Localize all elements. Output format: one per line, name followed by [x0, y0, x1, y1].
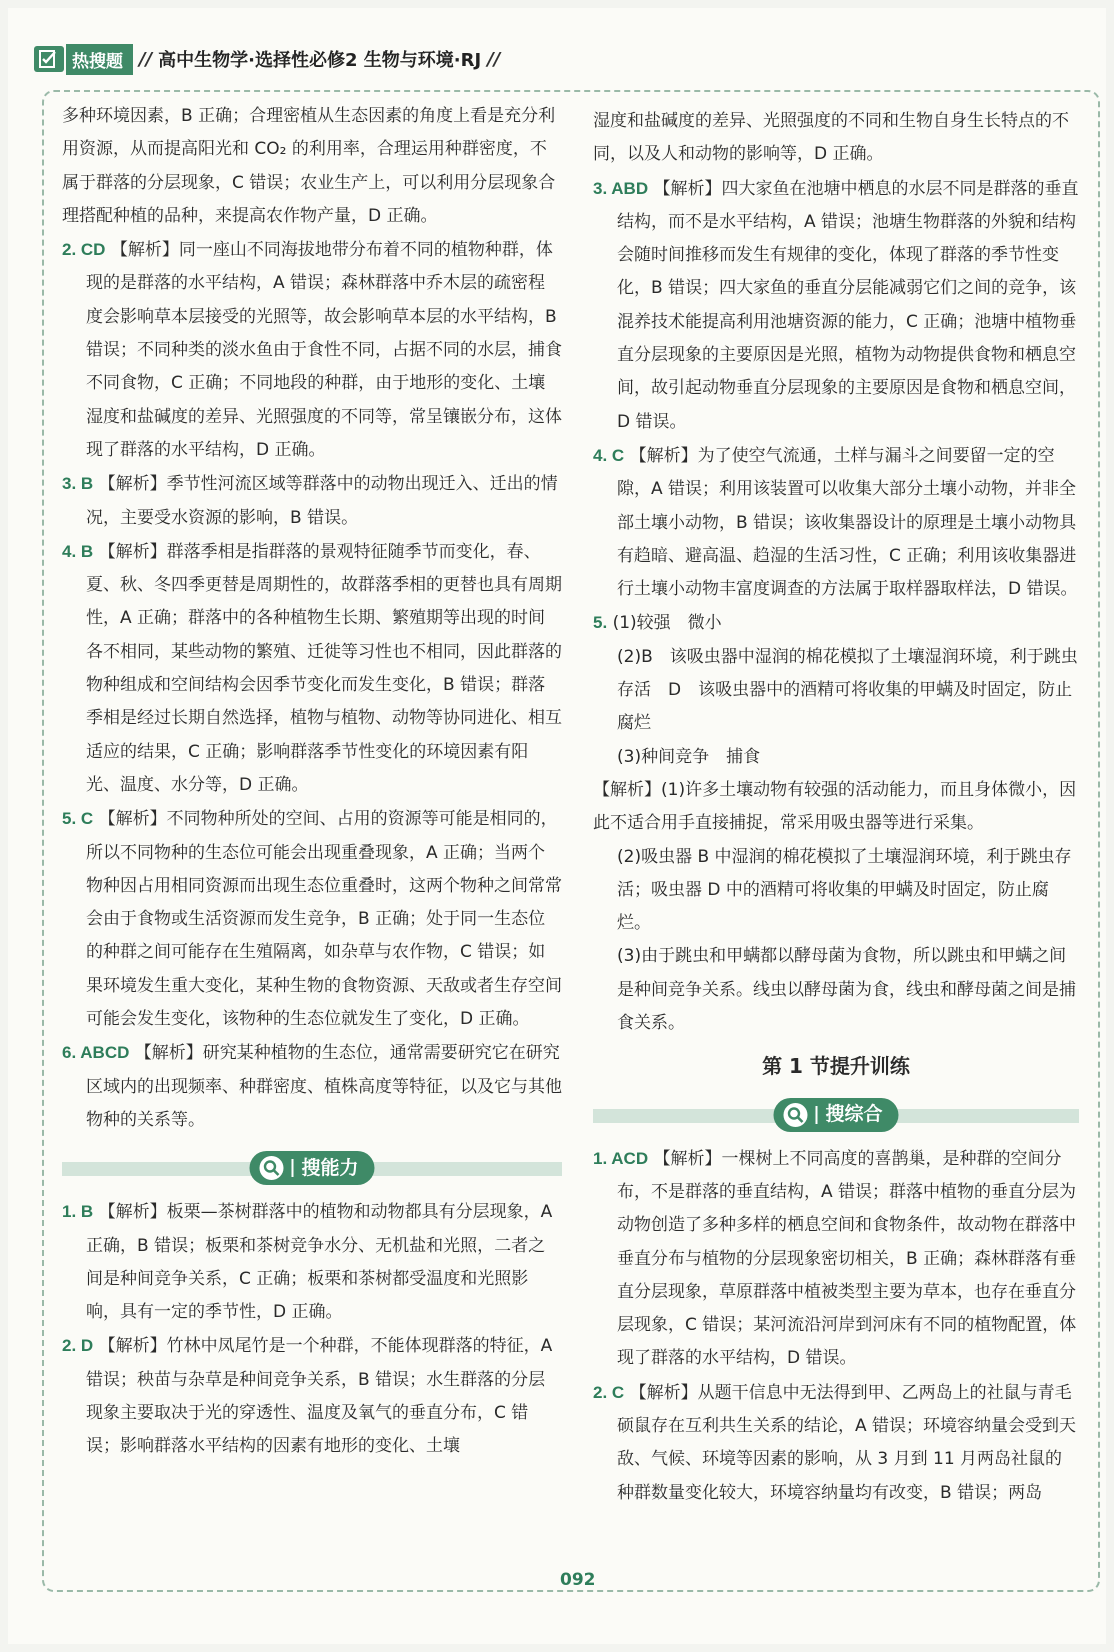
answer-paragraph: 多种环境因素，B 正确；合理密植从生态因素的角度上看是充分利用资源，从而提高阳光和 CO₂ 的利用率，合理运用种群密度，不属于群落的分层现象，C 错误；农业生产上，可以利用分层现象合理搭配种植的品种，来提高农作物产量，D 正确。 [62, 106, 556, 226]
answer-paragraph: 湿度和盐碱度的差异、光照强度的不同和生物自身生长特点的不同，以及人和动物的影响等，D 正确。 [593, 111, 1069, 165]
checklist-icon [34, 46, 64, 72]
answer-item: 1. B 【解析】板栗—茶树群落中的植物和动物都具有分层现象，A 正确，B 错误；板栗和茶树竞争水分、无机盐和光照，二者之间是种间竞争关系，C 正确；板栗和茶树都受温度和光照影响，具有一定的季节性，D 正确。 [62, 1202, 553, 1323]
answer-subitem: (3)种间竞争 捕食 [617, 746, 761, 767]
answer-item: 2. C 【解析】从题干信息中无法得到甲、乙两岛上的社鼠与青毛硕鼠存在互利共生关系的结论，A 错误；环境容纳量会受到天敌、气候、环境等因素的影响，从 3 月到 11 月两岛社鼠的种群数量变化较大，环境容纳量均有改变，B 错误；两岛 [593, 1382, 1077, 1503]
answer-item: 1. ACD 【解析】一棵树上不同高度的喜鹊巢，是种群的空间分布，不是群落的垂直结构，A 错误；群落中植物的垂直分层为动物创造了多种多样的栖息空间和食物条件，故动物在群落中垂直分布与植物的分层现象密切相关，B 正确；森林群落有垂直分层现象，草原群落中植被类型主要为草本，也存在垂直分层现象，C 错误；某河流沿河岸到河床有不同的植物配置，体现了群落的水平结构，D 错误。 [593, 1148, 1077, 1369]
search-icon [783, 1103, 807, 1127]
section-label: 搜综合 [825, 1102, 883, 1125]
right-column [593, 105, 1079, 1510]
answer-item: 4. B 【解析】群落季相是指群落的景观特征随季节而变化，春、夏、秋、冬四季更替是周期性的，故群落季相的更替也具有周期性，A 正确；群落中的各种植物生长期、繁殖期等出现的时间各不相同，某些动物的繁殖、迁徙等习性也不相同，因此群落的物种组成和空间结构会因季节变化而发生变化，B 错误；群落季相是经过长期自然选择，植物与植物、动物等协同进化、相互适应的结果，C 正确；影响群落季节性变化的环境因素有阳光、温度、水分等，D 正确。 [62, 541, 562, 795]
header-separator-end: // [487, 48, 501, 70]
section-label: 搜能力 [301, 1156, 359, 1179]
answer-item: 3. ABD 【解析】四大家鱼在池塘中栖息的水层不同是群落的垂直结构，而不是水平结构，A 错误；池塘生物群落的外貌和结构会随时间推移而发生有规律的变化，体现了群落的季节性变化，B 错误；四大家鱼的垂直分层能减弱它们之间的竞争，该混养技术能提高利用池塘资源的能力，C 正确；池塘中植物垂直分层现象的主要原因是光照，植物为动物提供食物和栖息空间，故引起动物垂直分层现象的主要原因是食物和栖息空间，D 错误。 [593, 178, 1079, 432]
answer-subitem: (2)B 该吸虫器中湿润的棉花模拟了土壤湿润环境，利于跳虫存活 D 该吸虫器中的酒精可将收集的甲螨及时固定，防止腐烂 [617, 646, 1078, 734]
page-header [34, 44, 506, 74]
answer-item: 2. CD 【解析】同一座山不同海拔地带分布着不同的植物种群，体现的是群落的水平结构，A 错误；森林群落中乔木层的疏密程度会影响草本层接受的光照等，故会影响草本层的水平结构，B 错误；不同种类的淡水鱼由于食性不同，占据不同的水层，捕食不同食物，C 正确；不同地段的种群，由于地形的变化、土壤湿度和盐碱度的差异、光照强度的不同等，常呈镶嵌分布，这体现了群落的水平结构，D 正确。 [62, 240, 562, 460]
page-number: 092 [560, 1570, 596, 1590]
header-tag: 热搜题 [66, 44, 133, 75]
header-title: 高中生物学·选择性必修2 生物与环境·RJ [158, 50, 482, 71]
answer-item: 6. ABCD 【解析】研究某种植物的生态位，通常需要研究它在研究区域内的出现频率、种群密度、植株高度等特征，以及它与其他物种的关系等。 [62, 1043, 562, 1130]
answer-item: 2. D 【解析】竹林中凤尾竹是一个种群，不能体现群落的特征，A 错误；秧苗与杂草是种间竞争关系，B 错误；水生群落的分层现象主要取决于光的穿透性、温度及氧气的垂直分布，C 错误；影响群落水平结构的因素有地形的变化、土壤 [62, 1336, 553, 1457]
answer-item: 5. C 【解析】不同物种所处的空间、占用的资源等可能是相同的，所以不同物种的生态位可能会出现重叠现象，A 正确；当两个物种因占用相同资源而出现生态位重叠时，这两个物种之间常常会由于食物或生活资源而发生竞争，B 正确；处于同一生态位的种群之间可能存在生殖隔离，如杂草与农作物，C 错误；如果环境发生重大变化，某种生物的食物资源、天敌或者生存空间可能会发生变化，该物种的生态位就发生了变化，D 正确。 [62, 809, 562, 1030]
section-title: 第 1 节提升训练 [762, 1054, 910, 1079]
answer-item: 3. B 【解析】季节性河流区域等群落中的动物出现迁入、迁出的情况，主要受水资源的影响，B 错误。 [62, 474, 558, 528]
analysis-paragraph: (2)吸虫器 B 中湿润的棉花模拟了土壤湿润环境，利于跳虫存活；吸虫器 D 中的酒精可将收集的甲螨及时固定，防止腐烂。 [617, 846, 1072, 934]
header-separator: // [139, 48, 153, 70]
section-banner-ability [62, 1151, 562, 1185]
answer-item: 4. C 【解析】为了使空气流通，土样与漏斗之间要留一定的空隙，A 错误；利用该装置可以收集大部分土壤小动物，并非全部土壤小动物，B 错误；该收集器设计的原理是土壤小动物具有趋暗、避高温、趋湿的生活习性，C 正确；利用该收集器进行土壤小动物丰富度调查的方法属于取样器取样法，D 错误。 [593, 445, 1078, 600]
analysis-paragraph: 【解析】(1)许多土壤动物有较强的活动能力，而且身体微小，因此不适合用手直接捕捉，常采用吸虫器等进行采集。 [593, 779, 1077, 834]
section-banner-combined [593, 1098, 1079, 1132]
analysis-paragraph: (3)由于跳虫和甲螨都以酵母菌为食物，所以跳虫和甲螨之间是种间竞争关系。线虫以酵母菌为食，线虫和酵母菌之间是捕食关系。 [617, 946, 1076, 1034]
left-column [62, 100, 562, 1464]
answer-item: 5. (1)较强 微小 [593, 613, 722, 634]
search-icon [259, 1156, 283, 1180]
